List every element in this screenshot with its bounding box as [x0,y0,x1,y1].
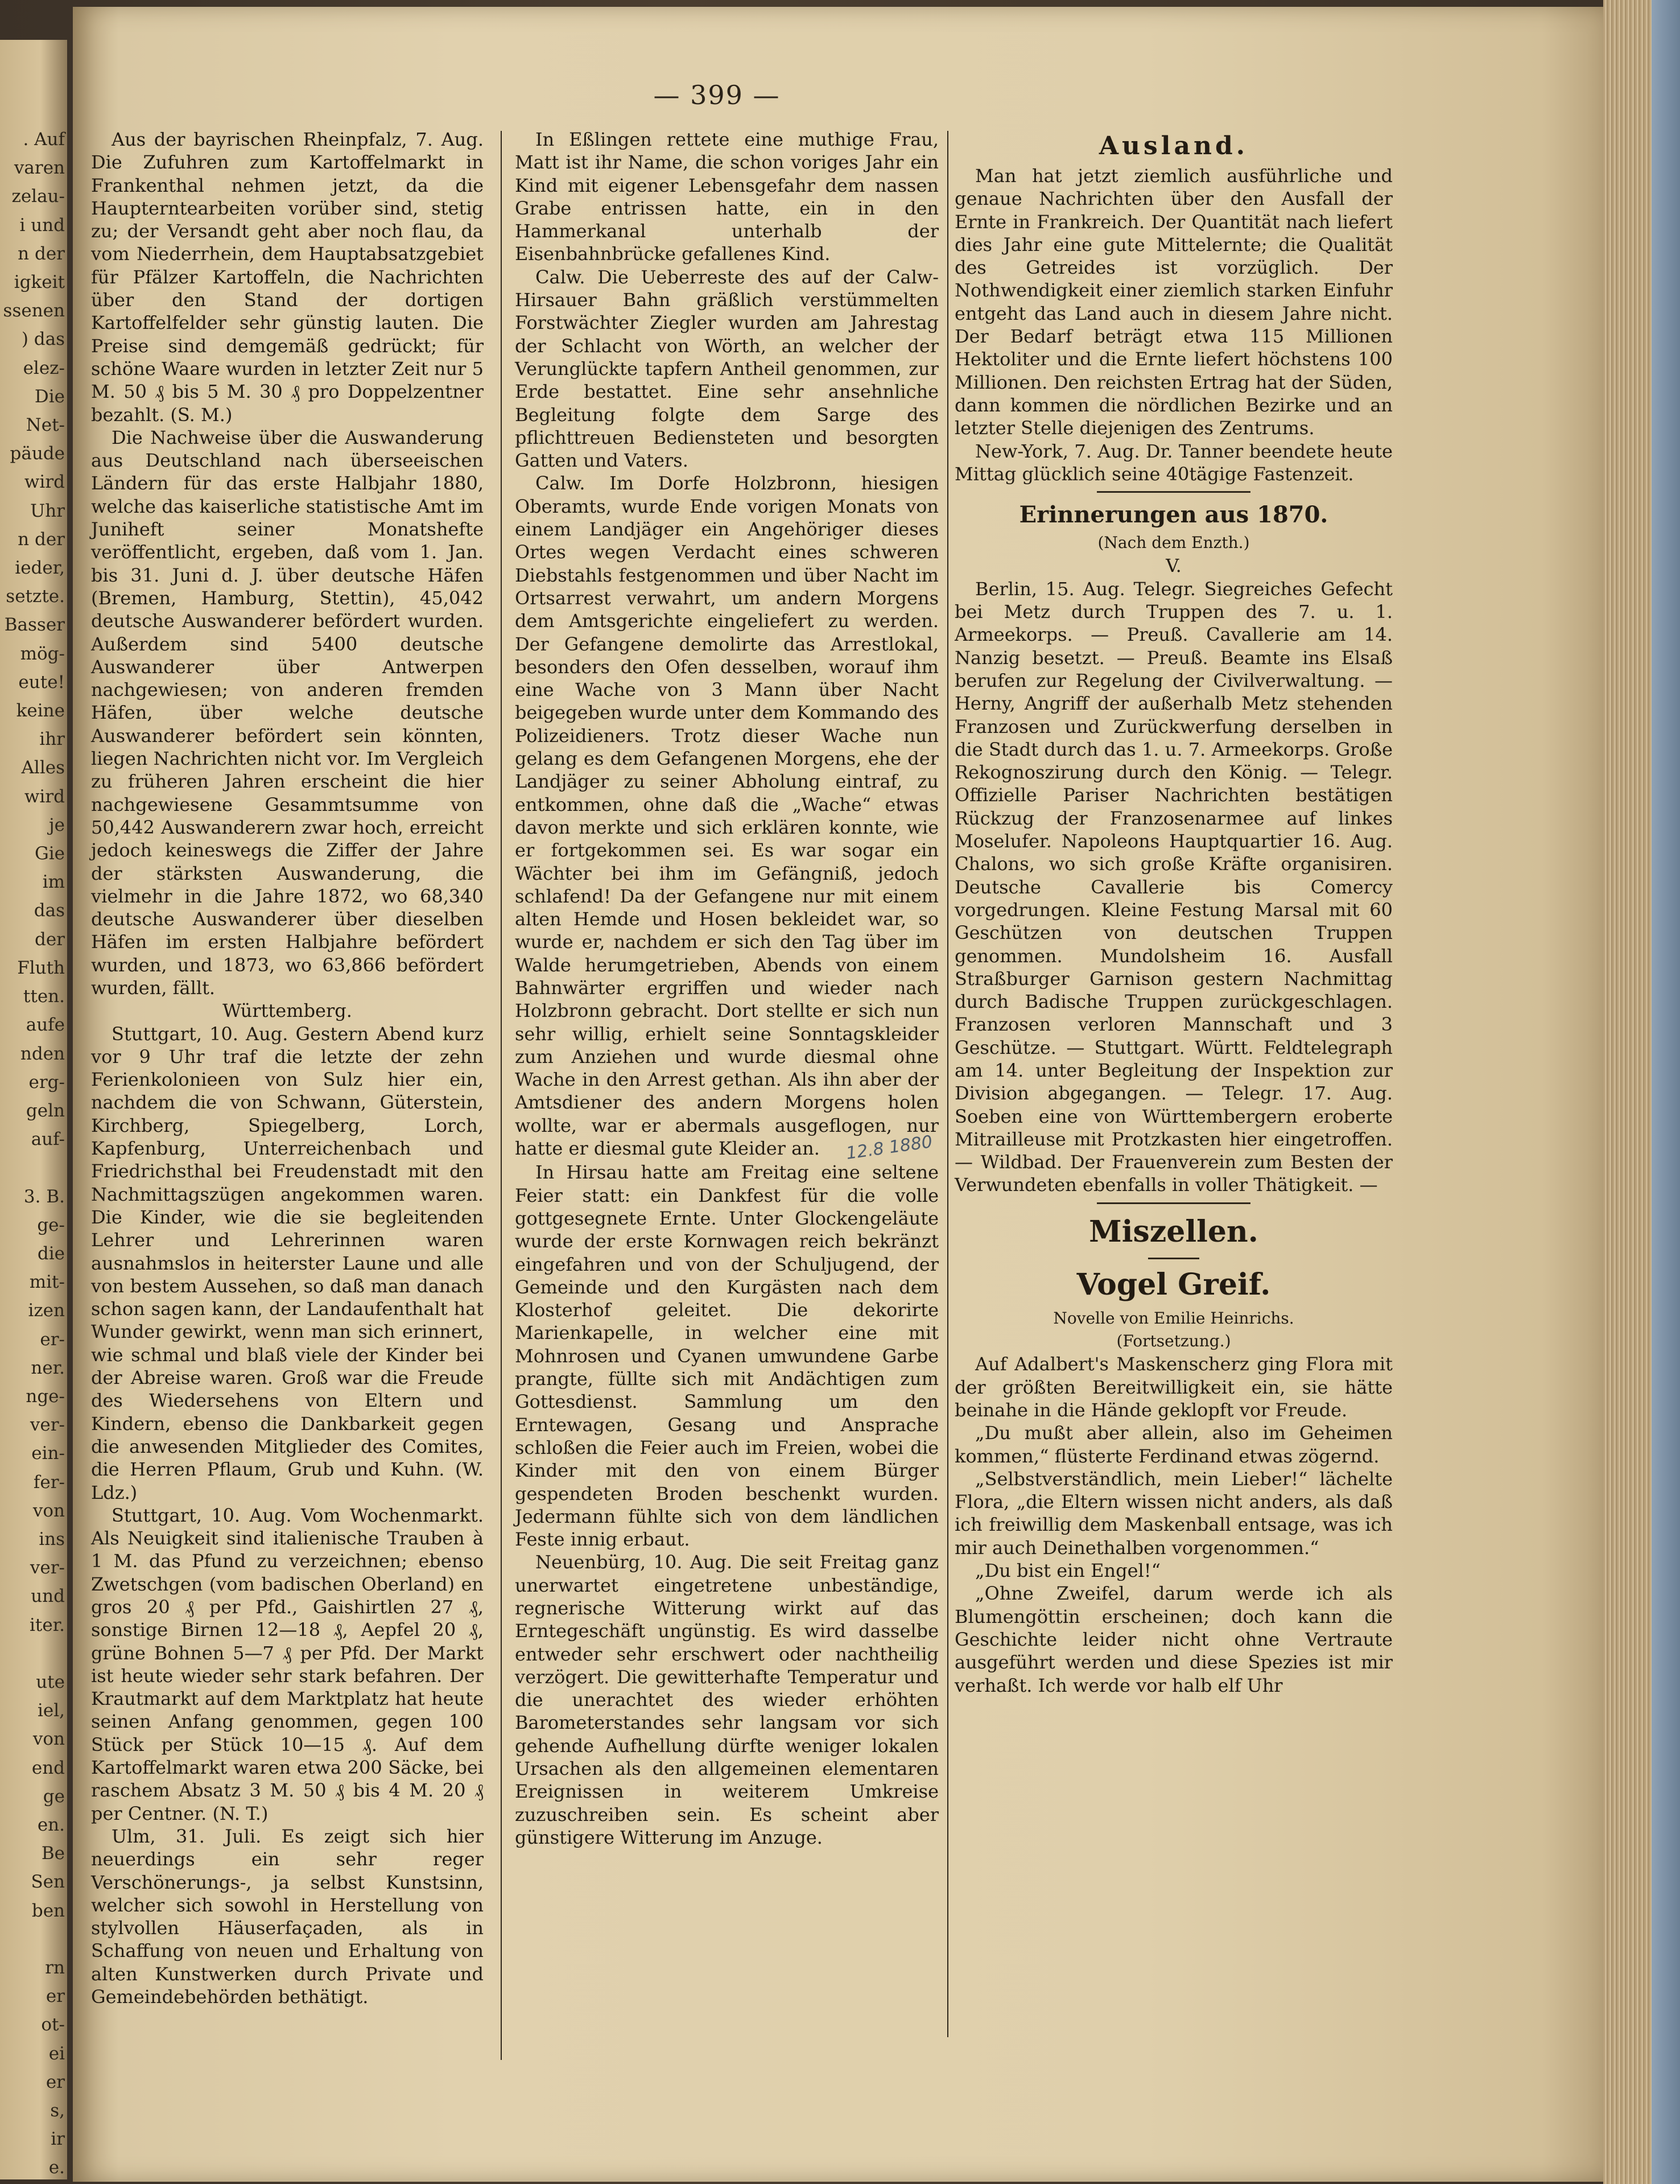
source-note: (Nach dem Enzth.) [1097,533,1250,553]
left-page-fragment: keine [16,700,65,722]
story-continuation: (Fortsetzung.) [1116,1332,1231,1351]
left-page-fragment: ins [39,1528,65,1550]
left-page-edge [0,40,67,2179]
left-page-fragment: end [31,1757,65,1778]
left-page-fragment: ge [43,1786,65,1807]
section-heading-miszellen: Miszellen. [1089,1214,1258,1249]
left-page-fragment: s, [50,2100,65,2121]
left-page-fragment: Be [41,1843,65,1864]
article-calw-holzbronn [515,472,939,1164]
article-erinnerungen: Berlin, 15. Aug. Telegr. Siegreiches Gefecht bei Metz durch Truppen des 7. u. 1. Armeekorps. — Preuß. Cavallerie am 14. Nanzig besetzt. — Preuß. Beamte ins Elsaß berufen zur Regelung der Civilverwaltung. — Herny, Angriff der außerhalb Metz stehenden Franzosen und Zurückwerfung derselben in die Stadt durch das 1. u. 7. Armeekorps. Große Rekognoszirung durch den König. — Telegr. Offizielle Pariser Nachrichten bestätigen Rückzug der Franzosenarmee auf linkes Moselufer. Napoleons Hauptquartier 16. Aug. Chalons, wo sich große Kräfte organisiren. Deutsche Cavallerie bis Comercy vorgedrungen. Kleine Festung Marsal mit 60 Geschützen von deutschen Truppen genommen. Mundolsheim 16. Ausfall Straßburger Garnison gestern Nachmittag durch Badische Truppen zurückgeschlagen. Franzosen verloren Mannschaft und 3 Geschütze. — Stuttgart. Württ. Feldtelegraph am 14. unter Begleitung der Inspektion zur Division abgegangen. — Telegr. 17. Aug. Soeben eine von Württembergern eroberte Mitrailleuse mit Protzkasten hier eingetroffen. — Wildbad. Der Frauenverein zum Besten der Verwundeten ebenfalls in voller Thätigkeit. — [955,578,1393,1196]
left-page-fragment: . Auf [23,129,65,150]
left-page-fragment: elez- [23,357,65,378]
left-page-fragment: er [46,2071,65,2092]
left-page-fragment: je [49,814,65,835]
left-page-fragment: ot- [41,2014,65,2035]
left-page-fragment: ) das [21,329,65,350]
left-page-fragment: Alles [21,757,65,778]
left-page-fragment: ssenen [3,300,65,322]
left-page-fragment: ei [48,2043,65,2064]
left-page-fragment: ihr [39,729,65,750]
part-number: V. [1166,555,1182,577]
handwritten-date-note: 12.8 1880 [844,1132,934,1164]
article-calw-forstwaechter: Calw. Die Ueberreste des auf der Calw-Hirsauer Bahn gräßlich verstümmelten Forstwächter Ziegler wurden am Jahrestag der Schlacht von Wörth, an welcher der Verunglückte tapfern Antheil genommen, zur Erde bestattet. Eine sehr ansehnliche Begleitung folgte dem Sarge des pflichttreuen Bediensteten und besorgten Gatten und Vaters. [515,266,939,472]
left-page-fragment: nden [20,1043,65,1064]
left-page-fragment: Basser [4,615,65,636]
story-paragraph: Auf Adalbert's Maskenscherz ging Flora mit der größten Bereitwilligkeit ein, sie hätte beinahe in die Hände geklopft vor Freude. [955,1353,1393,1421]
left-page-fragment: ner. [31,1357,65,1378]
left-page-fragment: ben [31,1900,65,1921]
left-page-fragment: wird [24,786,65,807]
article-stuttgart-wochenmarkt: Stuttgart, 10. Aug. Vom Wochenmarkt. Als Neuigkeit sind italienische Trauben à 1 M. das Pfund zu verzeichnen; ebenso Zwetschgen (vom badischen Oberland) en gros 20 ₰ per Pfd., Gaishirtlen 27 ₰, sonstige Birnen 12—18 ₰, Aepfel 20 ₰, grüne Bohnen 5—7 ₰ per Pfd. Der Markt ist heute wieder sehr stark befahren. Der Krautmarkt auf dem Marktplatz hat heute seinen Anfang genommen, gegen 100 Stück per Stück 10—15 ₰. Auf dem Kartoffelmarkt waren etwa 200 Säcke, bei raschem Absatz 3 M. 50 ₰ bis 4 M. 20 ₰ per Centner. (N. T.) [91,1504,484,1824]
left-page-fragment: rn [45,1958,65,1978]
left-page-fragment: Net- [26,415,65,436]
left-page-fragment: igkeit [14,272,65,293]
left-page-fragment: n der [18,529,65,550]
left-page-fragment: iter. [30,1614,65,1635]
left-page-fragment: er- [40,1329,65,1350]
left-page-fragment: tten. [23,986,65,1007]
left-page-fragment: Sen [31,1872,65,1893]
left-page-fragment: iel, [37,1700,65,1721]
left-page-fragment: von [32,1500,65,1521]
left-page-fragment: i und [19,215,65,236]
left-page-fragment: päude [10,443,65,464]
left-page-fragment: der [34,929,65,950]
left-page-fragment: ir [51,2129,65,2150]
left-page-fragment: das [34,900,65,921]
page-number: — 399 — [653,80,781,110]
left-page-fragment: erg- [28,1072,65,1093]
left-page-fragment: mög- [20,643,65,664]
section-heading-wuerttemberg: Württemberg. [222,1000,352,1022]
left-page-fragment: zelau- [11,186,65,207]
article-ernte-frankreich: Man hat jetzt ziemlich ausführliche und genaue Nachrichten über den Ausfall der Ernte in Frankreich. Der Quantität nach liefert dies Jahr eine gute Mittelernte; die Qualität des Getreides ist vorzüglich. Der Nothwendigkeit einer ziemlich starken Einfuhr entgeht das Land auch in diesem Jahre nicht. Der Bedarf beträgt etwa 115 Millionen Hektoliter und die Ernte liefert höchstens 100 Millionen. Den reichsten Ertrag hat der Süden, dann kommen die nördlichen Bezirke und an letzter Stelle diejenigen des Zentrums. [955,165,1393,439]
left-page-fragments [2,125,65,2179]
left-page-fragment: fer- [33,1472,65,1493]
left-page-fragment: und [31,1586,65,1607]
article-auswanderung: Die Nachweise über die Auswanderung aus Deutschland nach überseeischen Ländern für das erste Halbjahr 1880, welche das kaiserliche statistische Amt im Juniheft seiner Monatshefte veröffentlicht, ergeben, daß vom 1. Jan. bis 31. Juni d. J. über deutsche Häfen (Bremen, Hamburg, Stettin), 45,042 deutsche Auswanderer befördert wurden. Außerdem sind 5400 deutsche Auswanderer über Antwerpen nachgewiesen; von anderen fremden Häfen, über welche deutsche Auswanderer befördert sein könnten, liegen Nachrichten nicht vor. Im Vergleich zu früheren Jahren erscheint die hier nachgewiesene Gesammtsumme von 50,442 Auswanderern zwar hoch, erreicht jedoch keineswegs die Ziffer der Jahre der stärksten Auswanderung, die vielmehr in die Jahre 1872, wo 68,340 deutsche Auswanderer über dieselben Häfen im ersten Halbjahre befördert wurden, und 1873, wo 63,866 befördert wurden, fällt. [91,426,484,999]
left-page-fragment: izen [28,1300,65,1321]
left-page-fragment [2,1639,65,1668]
story-paragraph: „Du bist ein Engel!“ [975,1560,1161,1582]
column-middle [515,128,939,1849]
left-page-fragment: wird [24,472,65,493]
left-page-fragment: von [32,1729,65,1750]
left-page-fragment: ute [36,1671,65,1692]
left-page-fragment: setzte. [6,586,65,607]
left-page-fragment: Fluth [17,957,65,978]
story-paragraph: „Du mußt aber allein, also im Geheimen kommen,“ flüsterte Ferdinand etwas zögernd. [955,1422,1393,1467]
left-page-fragment: nge- [26,1386,65,1407]
left-page-fragment: ein- [31,1443,65,1464]
left-page-fragment: Uhr [30,500,65,521]
left-page-fragment: er [46,1986,65,2007]
story-byline: Novelle von Emilie Heinrichs. [1053,1308,1294,1328]
article-calw-holzbronn-text: Calw. Im Dorfe Holzbronn, hiesigen Oberamts, wurde Ende vorigen Monats von einem Landjäger ein Angehöriger dieses Ortes wegen Verdacht eines schweren Diebstahls festgenommen und über Nacht im Ortsarrest verwahrt, um andern Morgens dem Amtsgerichte eingeliefert zu werden. Der Gefangene demolirte das Arrestlokal, besonders den Ofen desselben, worauf ihm eine Wache von 3 Mann über Nacht beigegeben wurde unter dem Kommando des Polizeidieners. Trotz dieser Wache nun gelang es dem Gefangenen Morgens, ehe der Landjäger zu seiner Abholung eintraf, zu entkommen, ohne daß die „Wache“ etwas davon merkte und sich erklären konnte, wie er fortgekommen sei. Es war sogar ein Wächter bei ihm im Gefängniß, jedoch schlafend! Da der Gefangene nur mit einem alten Hemde und Hosen bekleidet war, so wurde er, nachdem er sich den Tag über im Walde herumgetrieben, Abends von einem Bahnwärter ergriffen und wieder nach Holzbronn gebracht. Dort stellte er sich nun sehr willig, erhielt seine Sonntagskleider zum Anziehen und wurde diesmal ohne Wache in den Arrest gethan. Als ihn aber der Amtsdiener des andern Morgens holen wollte, war er abermals ausgeflogen, nur hatte er diesmal gute Kleider an. [515,472,939,1160]
left-page-fragment: geln [26,1100,65,1121]
divider [1148,1258,1199,1259]
article-rheinpfalz: Aus der bayrischen Rheinpfalz, 7. Aug. Die Zufuhren zum Kartoffelmarkt in Frankenthal nehmen jetzt, da die Haupterntearbeiten vorüber sind, stetig zu; der Versandt geht aber noch flau, da vom Niederrhein, dem Hauptabsatzgebiet für Pfälzer Kartoffeln, die Nachrichten über den Stand der dortigen Kartoffelfelder sehr günstig lauten. Die Preise sind demgemäß gedrückt; für schöne Waare wurden in letzter Zeit nur 5 M. 50 ₰ bis 5 M. 30 ₰ pro Doppelzentner bezahlt. (S. M.) [91,129,484,426]
left-page-fragment: mit- [29,1272,65,1293]
column-left [91,128,484,2008]
story-paragraph: „Ohne Zweifel, darum werde ich als Blumengöttin erscheinen; doch kann die Geschichte leider nicht ohne Vertraute ausgeführt werden und diese Spezies ist mir verhaßt. Ich werde vor halb elf Uhr [955,1583,1393,1696]
story-paragraph: „Selbstverständlich, mein Lieber!“ lächelte Flora, „die Eltern wissen nicht anders, als daß ich freiwillig dem Maskenball entsage, was ich mir auch Deinethalben vorgenommen.“ [955,1468,1393,1559]
left-page-fragment: aufe [26,1015,65,1036]
article-esslingen: In Eßlingen rettete eine muthige Frau, Matt ist ihr Name, die schon voriges Jahr ein Kind mit eigener Lebensgefahr dem nassen Grabe entrissen hatte, ein in den Hammerkanal unterhalb der Eisenbahnbrücke gefallenes Kind. [515,129,939,265]
left-page-fragment: n der [18,243,65,264]
article-neuenbuerg: Neuenbürg, 10. Aug. Die seit Freitag ganz unerwartet eingetretene unbeständige, regnerische Witterung wirkt auf das Erntegeschäft ungünstig. Es wird dasselbe entweder sehr erschwert oder nachtheilig verzögert. Die gewitterhafte Temperatur und die unerachtet des wieder erhöhten Barometerstandes sehr langsam vor sich gehende Aufhellung dürfte weniger lokalen Ursachen als den allgemeinen elementaren Ereignissen in weiterem Umkreise zuzuschreiben sein. Es scheint aber günstigere Witterung im Anzuge. [515,1551,939,1848]
divider [1097,491,1250,493]
left-page-fragment [2,1153,65,1182]
article-ulm: Ulm, 31. Juli. Es zeigt sich hier neuerdings ein sehr reger Verschönerungs-, ja selbst Kunstsinn, welcher sich sowohl in Herstellung von stylvollen Häuserfaçaden, als in Schaffung von neuen und Erhaltung von alten Kunstwerken durch Private und Gemeindebehörden bethätigt. [91,1825,484,2008]
left-page-fragment: eute! [18,671,65,693]
left-page-fragment: ieder, [15,558,65,579]
left-page-fragment: en. [37,1814,65,1835]
story-title: Vogel Greif. [1076,1267,1271,1302]
left-page-fragment: ver- [30,1415,65,1436]
left-page-fragment: Gie [34,843,65,864]
divider [1097,1202,1250,1204]
article-new-york: New-York, 7. Aug. Dr. Tanner beendete heute Mittag glücklich seine 40tägige Fastenzeit. [955,440,1393,485]
left-page-fragment: ver- [30,1557,65,1579]
column-rule [501,131,502,2060]
left-page-fragment: ge- [37,1214,65,1235]
article-stuttgart-ferienkolonien: Stuttgart, 10. Aug. Gestern Abend kurz vor 9 Uhr traf die letzte der zehn Ferienkolonieen von Sulz hier ein, nachdem die von Schwann, Güterstein, Kirchberg, Spiegelberg, Lorch, Kapfenburg, Unterreichenbach und Friedrichsthal bei Freudenstadt mit den Nachmittagszügen angekommen waren. Die Kinder, wie die sie begleitenden Lehrer und Lehrerinnen waren ausnahmslos in heiterster Laune und alle von bestem Aussehen, so daß man danach schon sagen kann, der Landaufenthalt hat Wunder gewirkt, wenn man sich erinnert, wie schmal und blaß viele der Kinder bei der Abreise waren. Groß war die Freude des Wiedersehens von Eltern und Kindern, ebenso die Dankbarkeit gegen die anwesenden Mitglieder des Comites, die Herren Pflaum, Grub und Kuhn. (W. Ldz.) [91,1023,484,1503]
column-right [955,128,1393,1697]
left-page-fragment: im [42,872,65,893]
left-page-fragment: die [37,1243,65,1264]
left-page-fragment [2,1925,65,1954]
left-page-fragment: Die [34,386,65,407]
article-hirsau: In Hirsau hatte am Freitag eine seltene Feier statt: ein Dankfest für die volle gottgesegnete Ernte. Unter Glockengeläute wurde der erste Kornwagen reich bekränzt eingefahren und von der Schuljugend, der Gemeinde und den Kurgästen nach dem Klosterhof geleitet. Die dekorirte Marienkapelle, in welcher eine mit Mohnrosen und Cyanen umwundene Garbe prangte, füllte sich mit Andächtigen zum Gottesdienst. Sammlung um den Erntewagen, Gesang und Ansprache schloßen die Feier auch im Freien, wobei die Kinder mit den von einem Bürger gespendeten Broden beschenkt wurden. Jedermann fühlte sich von dem ländlichen Feste innig erbaut. [515,1161,939,1551]
left-page-fragment: e. [48,2157,65,2178]
left-page-fragment: varen [14,158,65,179]
left-page-fragment: 3. B. [23,1186,65,1207]
page-stack-edge [1603,0,1680,2184]
section-heading-erinnerungen: Erinnerungen aus 1870. [1019,501,1328,529]
section-heading-ausland: Ausland. [1099,131,1249,160]
column-rule [947,131,948,2037]
left-page-fragment: auf- [31,1129,65,1150]
